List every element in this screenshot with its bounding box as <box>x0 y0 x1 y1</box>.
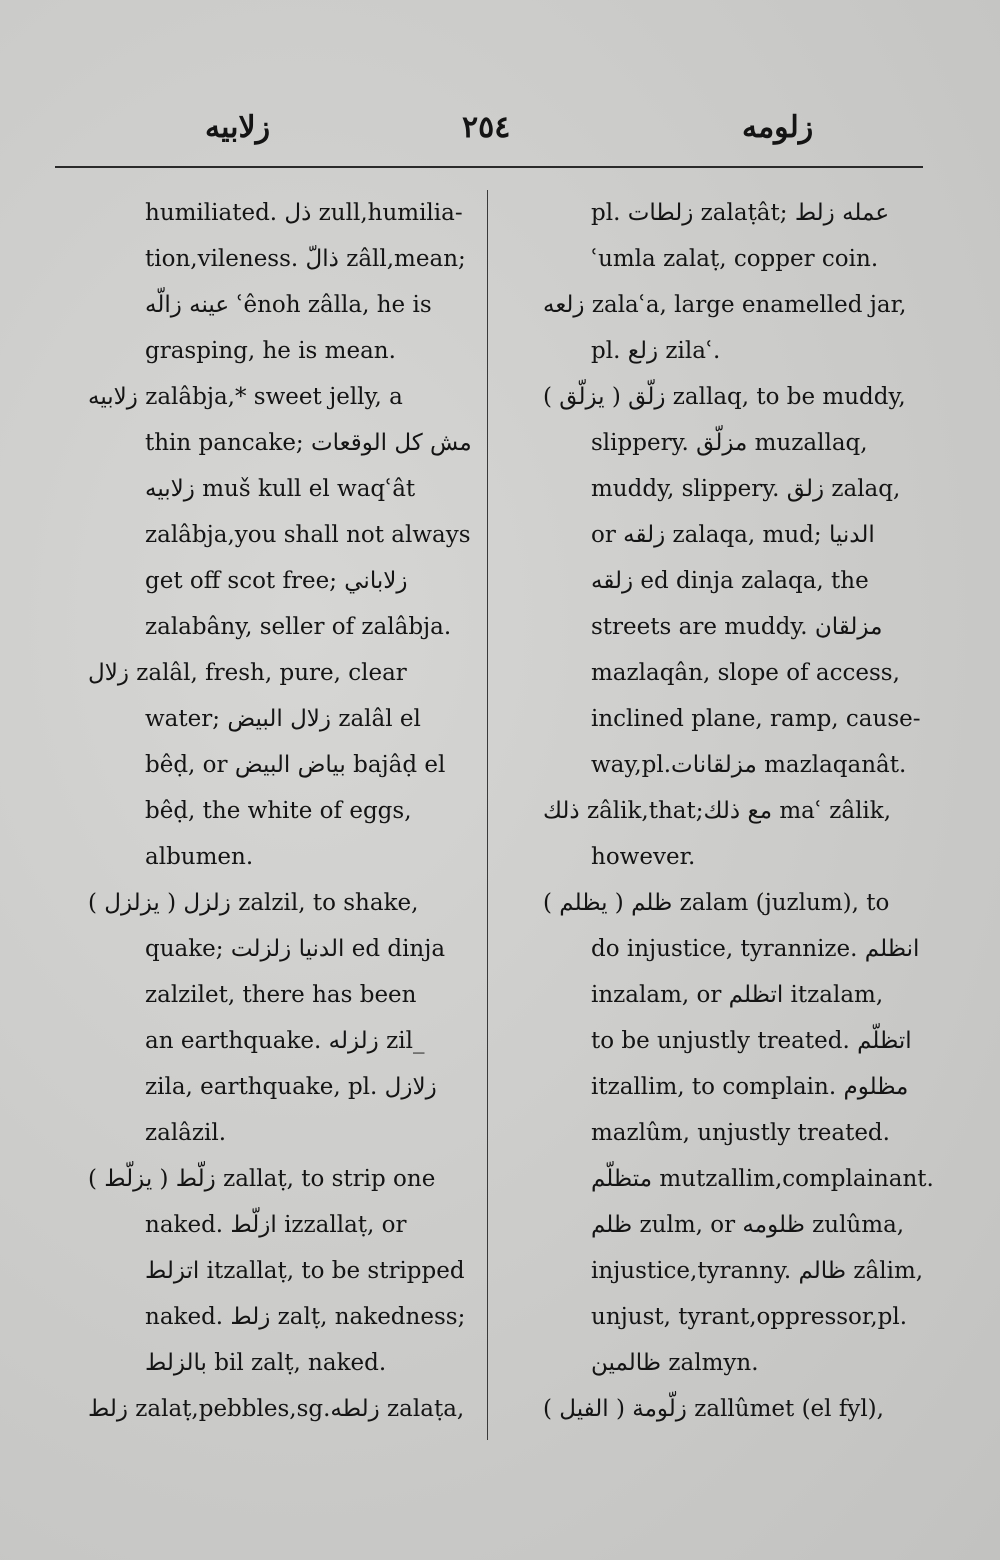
entry-text-line: pl. زلع zilaʿ. <box>591 338 721 364</box>
entry-text-line: albumen. <box>145 844 254 870</box>
entry-text-line: quake; الدنيا زلزلت ed dinja <box>145 936 446 962</box>
entry-text-line: zila, earthquake, pl. زلازل <box>145 1074 437 1100</box>
entry-text-line: ظالمين zalmyn. <box>591 1350 759 1376</box>
entry-headword-line: ذلك zâlik,that;مع ذلك maʿ zâlik, <box>543 798 892 824</box>
entry-text-line: اتزلط itzallaṭ, to be stripped <box>145 1258 465 1284</box>
entry-text-line: or زلقه zalaqa, mud; الدنيا <box>591 522 875 548</box>
entry-text-line: streets are muddy. مزلقان <box>591 614 883 640</box>
entry-text-line: water; زلال البيض zalâl el <box>145 706 421 732</box>
right-column <box>543 190 935 1432</box>
entry-text-line: way,pl.مزلقانات mazlaqanât. <box>591 752 907 778</box>
page-number: ٢٥٤ <box>462 110 511 145</box>
entry-text-line: mazlûm, unjustly treated. <box>591 1120 890 1146</box>
entry-text-line: عينه زالّه ʿênoh zâlla, he is <box>145 292 432 318</box>
entry-text-line: to be unjustly treated. اتظلّم <box>591 1028 912 1054</box>
entry-text-line: زلابيه muš kull el waqʿât <box>145 476 416 502</box>
entry-text-line: get off scot free; زلاباني <box>145 568 408 594</box>
entry-text-line: unjust, tyrant,oppressor,pl. <box>591 1304 908 1330</box>
entry-headword-line: زلابيه zalâbja,* sweet jelly, a <box>88 384 403 410</box>
entry-text-line: zalabâny, seller of zalâbja. <box>145 614 452 640</box>
entry-text-line: inclined plane, ramp, cause- <box>591 706 921 732</box>
entry-text-line: naked. ازلّط izzallaṭ, or <box>145 1212 407 1238</box>
entry-headword-line: زلّومة ( الفيل ) zallûmet (el fyl), <box>543 1396 884 1422</box>
entry-text-line: زلقه ed dinja zalaqa, the <box>591 568 869 594</box>
entry-text-line: zalzilet, there has been <box>145 982 417 1008</box>
entry-text-line: itzallim, to complain. مظلوم <box>591 1074 909 1100</box>
entry-headword-line: زلزل ( يزلزل ) zalzil, to shake, <box>88 890 419 916</box>
entry-text-line: muddy, slippery. زلق zalaq, <box>591 476 901 502</box>
entry-headword-line: زلّق ( يزلّق ) zallaq, to be muddy, <box>543 384 906 410</box>
entry-text-line: بالزلط bil zalṭ, naked. <box>145 1350 387 1376</box>
entry-text-line: an earthquake. زلزله zil_ <box>145 1028 425 1054</box>
entry-text-line: do injustice, tyrannize. انظلم <box>591 936 920 962</box>
entry-headword-line: زلّط ( يزلّط ) zallaṭ, to strip one <box>88 1166 436 1192</box>
entry-text-line: grasping, he is mean. <box>145 338 396 364</box>
header-rule <box>55 166 923 168</box>
entry-headword-line: زلعه zalaʿa, large enamelled jar, <box>543 292 907 318</box>
entry-text-line: injustice,tyranny. ظالم zâlim, <box>591 1258 924 1284</box>
running-header <box>0 110 1000 150</box>
header-left-catchword: زلابيه <box>205 110 271 145</box>
entry-text-line: thin pancake; مش كل الوقعات <box>145 430 472 456</box>
left-column <box>88 190 488 1432</box>
entry-text-line: however. <box>591 844 696 870</box>
entry-text-line: zalâbja,you shall not always <box>145 522 471 548</box>
entry-text-line: humiliated. ذل zull,humilia- <box>145 200 463 226</box>
entry-text-line: naked. زلط zalṭ, nakedness; <box>145 1304 466 1330</box>
entry-text-line: slippery. مزلّق muzallaq, <box>591 430 868 456</box>
entry-text-line: tion,vileness. ذالّ zâll,mean; <box>145 246 466 272</box>
entry-text-line: ʿumla zalaṭ, copper coin. <box>591 246 879 272</box>
entry-text-line: inzalam, or اتظلم itzalam, <box>591 982 884 1008</box>
entry-headword-line: زلال zalâl, fresh, pure, clear <box>88 660 407 686</box>
entry-text-line: متظلّم mutzallim,complainant. <box>591 1166 934 1192</box>
entry-text-line: bêḍ, the white of eggs, <box>145 798 412 824</box>
entry-text-line: zalâzil. <box>145 1120 227 1146</box>
entry-text-line: mazlaqân, slope of access, <box>591 660 900 686</box>
entry-text-line: ظلم zulm, or ظلومه zulûma, <box>591 1212 905 1238</box>
entry-headword-line: ظلم ( يظلم ) zalam (juzlum), to <box>543 890 890 916</box>
entry-text-line: bêḍ, or بياض البيض bajâḍ el <box>145 752 446 778</box>
entry-headword-line: زلط zalaṭ,pebbles,sg.زلطه zalaṭa, <box>88 1396 465 1422</box>
entry-text-line: pl. زلطات zalaṭât; عمله زلط <box>591 200 890 226</box>
header-right-catchword: زلومه <box>742 110 814 145</box>
